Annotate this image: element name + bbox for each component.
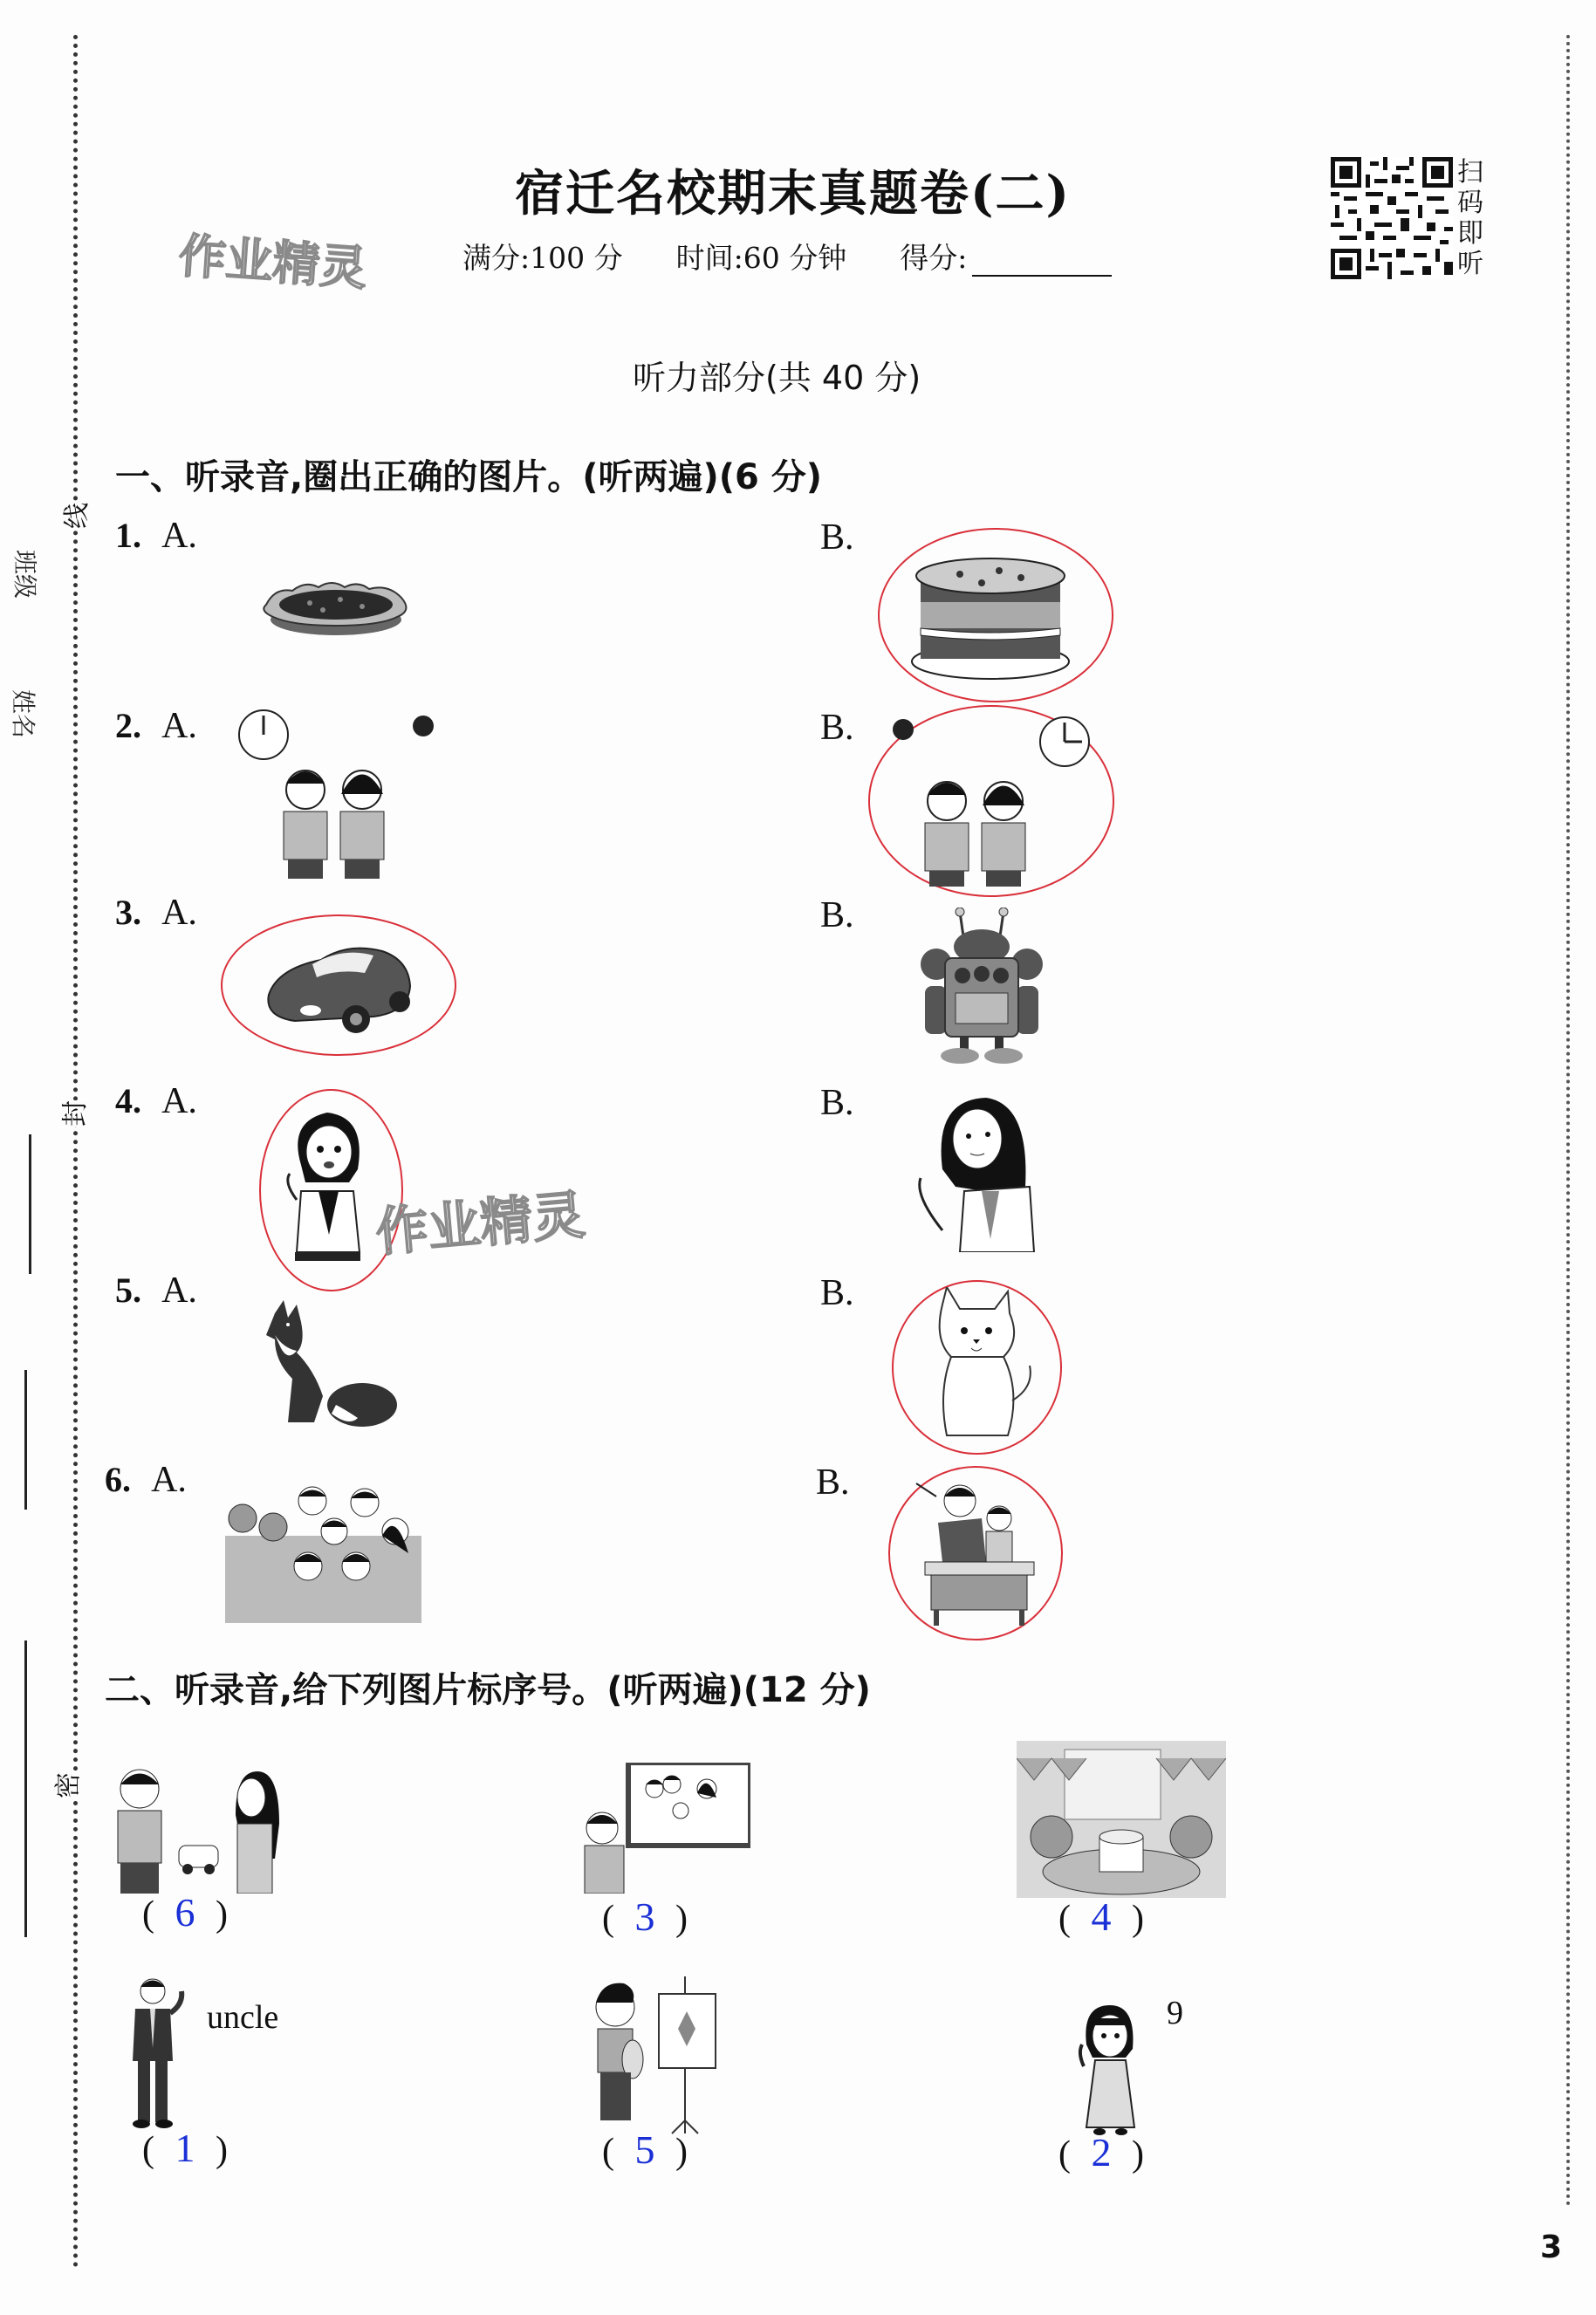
question-number: 2. [115, 706, 141, 745]
exam-title: 宿迁名校期末真题卷(二) [515, 165, 1071, 223]
right-cut-line [1566, 35, 1570, 2208]
option-a-label: A. [161, 893, 197, 933]
margin-char-secret: 密 [43, 1772, 88, 1798]
watermark-center: 作业精灵 [373, 1184, 588, 1264]
margin-char-line: 线 [51, 503, 97, 529]
option-a-label: A. [151, 1460, 187, 1500]
question-number: 6. [105, 1460, 131, 1499]
kids-clock-noon-icon [236, 707, 445, 881]
question-number: 1. [115, 516, 141, 555]
big-family-icon [225, 1483, 421, 1623]
option-2a-noon-image[interactable] [236, 707, 445, 881]
teacher-student-icon [912, 1479, 1043, 1627]
part2-item-4-image[interactable] [122, 1974, 192, 2131]
qr-code[interactable] [1331, 157, 1453, 279]
answer-value: 4 [1091, 1894, 1112, 1939]
part2-heading: 二、听录音,给下列图片标序号。(听两遍)(12 分) [105, 1670, 871, 1710]
option-a-label: A. [161, 516, 197, 556]
question-4 [115, 1080, 197, 1122]
part2-item-2-image[interactable] [576, 1763, 750, 1894]
part2-item-4-label: uncle [207, 1999, 279, 2036]
part2-item-1-blank[interactable]: ( 6 ) [142, 1890, 228, 1935]
answer-value: 1 [175, 2126, 195, 2170]
option-4b-woman-image[interactable] [908, 1091, 1047, 1252]
option-5b-cat-image[interactable] [912, 1287, 1043, 1444]
option-b-label: B. [820, 517, 854, 558]
margin-field-class: 班级 [10, 550, 39, 599]
option-b-label: B. [820, 895, 854, 935]
cake-icon [908, 550, 1073, 681]
cut-line [73, 35, 78, 2269]
option-2b-afternoon-image[interactable] [890, 714, 1099, 888]
part2-item-2-blank[interactable]: ( 3 ) [602, 1894, 688, 1939]
answer-value: 2 [1091, 2130, 1112, 2175]
part2-item-1-image[interactable] [105, 1763, 305, 1894]
id-write-line[interactable] [24, 1370, 27, 1510]
margin-field-name: 姓名 [9, 689, 38, 739]
qr-code-icon [1331, 157, 1453, 279]
option-a-label: A. [161, 1271, 197, 1311]
option-4a-girl-image[interactable] [279, 1104, 375, 1261]
option-b-label: B. [820, 1273, 854, 1313]
question-number: 3. [115, 893, 141, 932]
part2-item-6-label: 9 [1167, 1995, 1183, 2031]
score-field[interactable] [972, 249, 1112, 277]
girl-waving-icon [279, 1104, 375, 1261]
option-a-label: A. [161, 1081, 197, 1121]
boy-girl-toy-car-icon [105, 1763, 305, 1894]
question-number: 4. [115, 1081, 141, 1120]
woman-waving-icon [908, 1091, 1047, 1252]
option-6a-family-image[interactable] [225, 1483, 421, 1623]
part2-item-3-image[interactable] [1017, 1741, 1226, 1898]
option-b-label: B. [820, 1083, 854, 1123]
exam-meta [462, 236, 1112, 277]
page-number: 3 [1540, 2229, 1563, 2265]
question-2 [115, 705, 197, 747]
car-icon [260, 934, 417, 1038]
margin-char-seal: 封 [50, 1100, 95, 1127]
question-1 [115, 515, 197, 557]
part1-heading: 一、听录音,圈出正确的图片。(听两遍)(6 分) [115, 457, 823, 497]
robot-icon [921, 908, 1043, 1065]
option-b-label: B. [816, 1462, 850, 1503]
part2-item-4-blank[interactable]: ( 1 ) [142, 2126, 228, 2170]
extra-write-line[interactable] [24, 1640, 27, 1937]
girl-in-dress-icon [1073, 2001, 1143, 2136]
boy-painting-easel-icon [585, 1976, 733, 2138]
answer-value: 6 [175, 1890, 195, 1935]
listening-section-title: 听力部分(共 40 分) [633, 359, 921, 397]
option-5a-fox-image[interactable] [262, 1300, 401, 1431]
option-1a-pie-image[interactable] [257, 572, 414, 641]
boy-family-photo-icon [576, 1763, 750, 1894]
watermark-top: 作业精灵 [176, 228, 369, 297]
part2-item-5-blank[interactable]: ( 5 ) [602, 2127, 688, 2172]
pie-icon [257, 572, 414, 641]
part2-item-6-image[interactable] [1073, 2001, 1143, 2136]
part2-item-3-blank[interactable]: ( 4 ) [1058, 1894, 1144, 1939]
mice-birthday-party-icon [1017, 1741, 1226, 1898]
option-3b-robot-image[interactable] [921, 908, 1043, 1065]
option-3a-car-image[interactable] [260, 934, 417, 1038]
question-5 [115, 1270, 197, 1312]
question-number: 5. [115, 1271, 141, 1310]
option-a-label: A. [161, 706, 197, 746]
option-6b-teacher-image[interactable] [912, 1479, 1043, 1627]
question-3 [115, 892, 197, 934]
full-score: 满分:100 分 [462, 241, 623, 275]
part2-item-5-image[interactable] [585, 1976, 733, 2138]
kids-clock-three-icon [890, 714, 1099, 888]
score-label: 得分: [900, 241, 968, 275]
time-limit: 时间:60 分钟 [675, 241, 847, 275]
name-write-line[interactable] [29, 1134, 31, 1274]
question-6 [105, 1459, 187, 1501]
answer-value: 3 [634, 1894, 655, 1939]
answer-value: 5 [634, 2127, 655, 2172]
cat-icon [912, 1287, 1043, 1444]
part2-item-6-blank[interactable]: ( 2 ) [1058, 2130, 1144, 2175]
man-in-suit-icon [122, 1974, 192, 2131]
option-b-label: B. [820, 708, 854, 748]
option-1b-cake-image[interactable] [908, 550, 1073, 681]
fox-icon [262, 1300, 401, 1431]
qr-caption: 扫 码 即 听 [1457, 157, 1483, 279]
